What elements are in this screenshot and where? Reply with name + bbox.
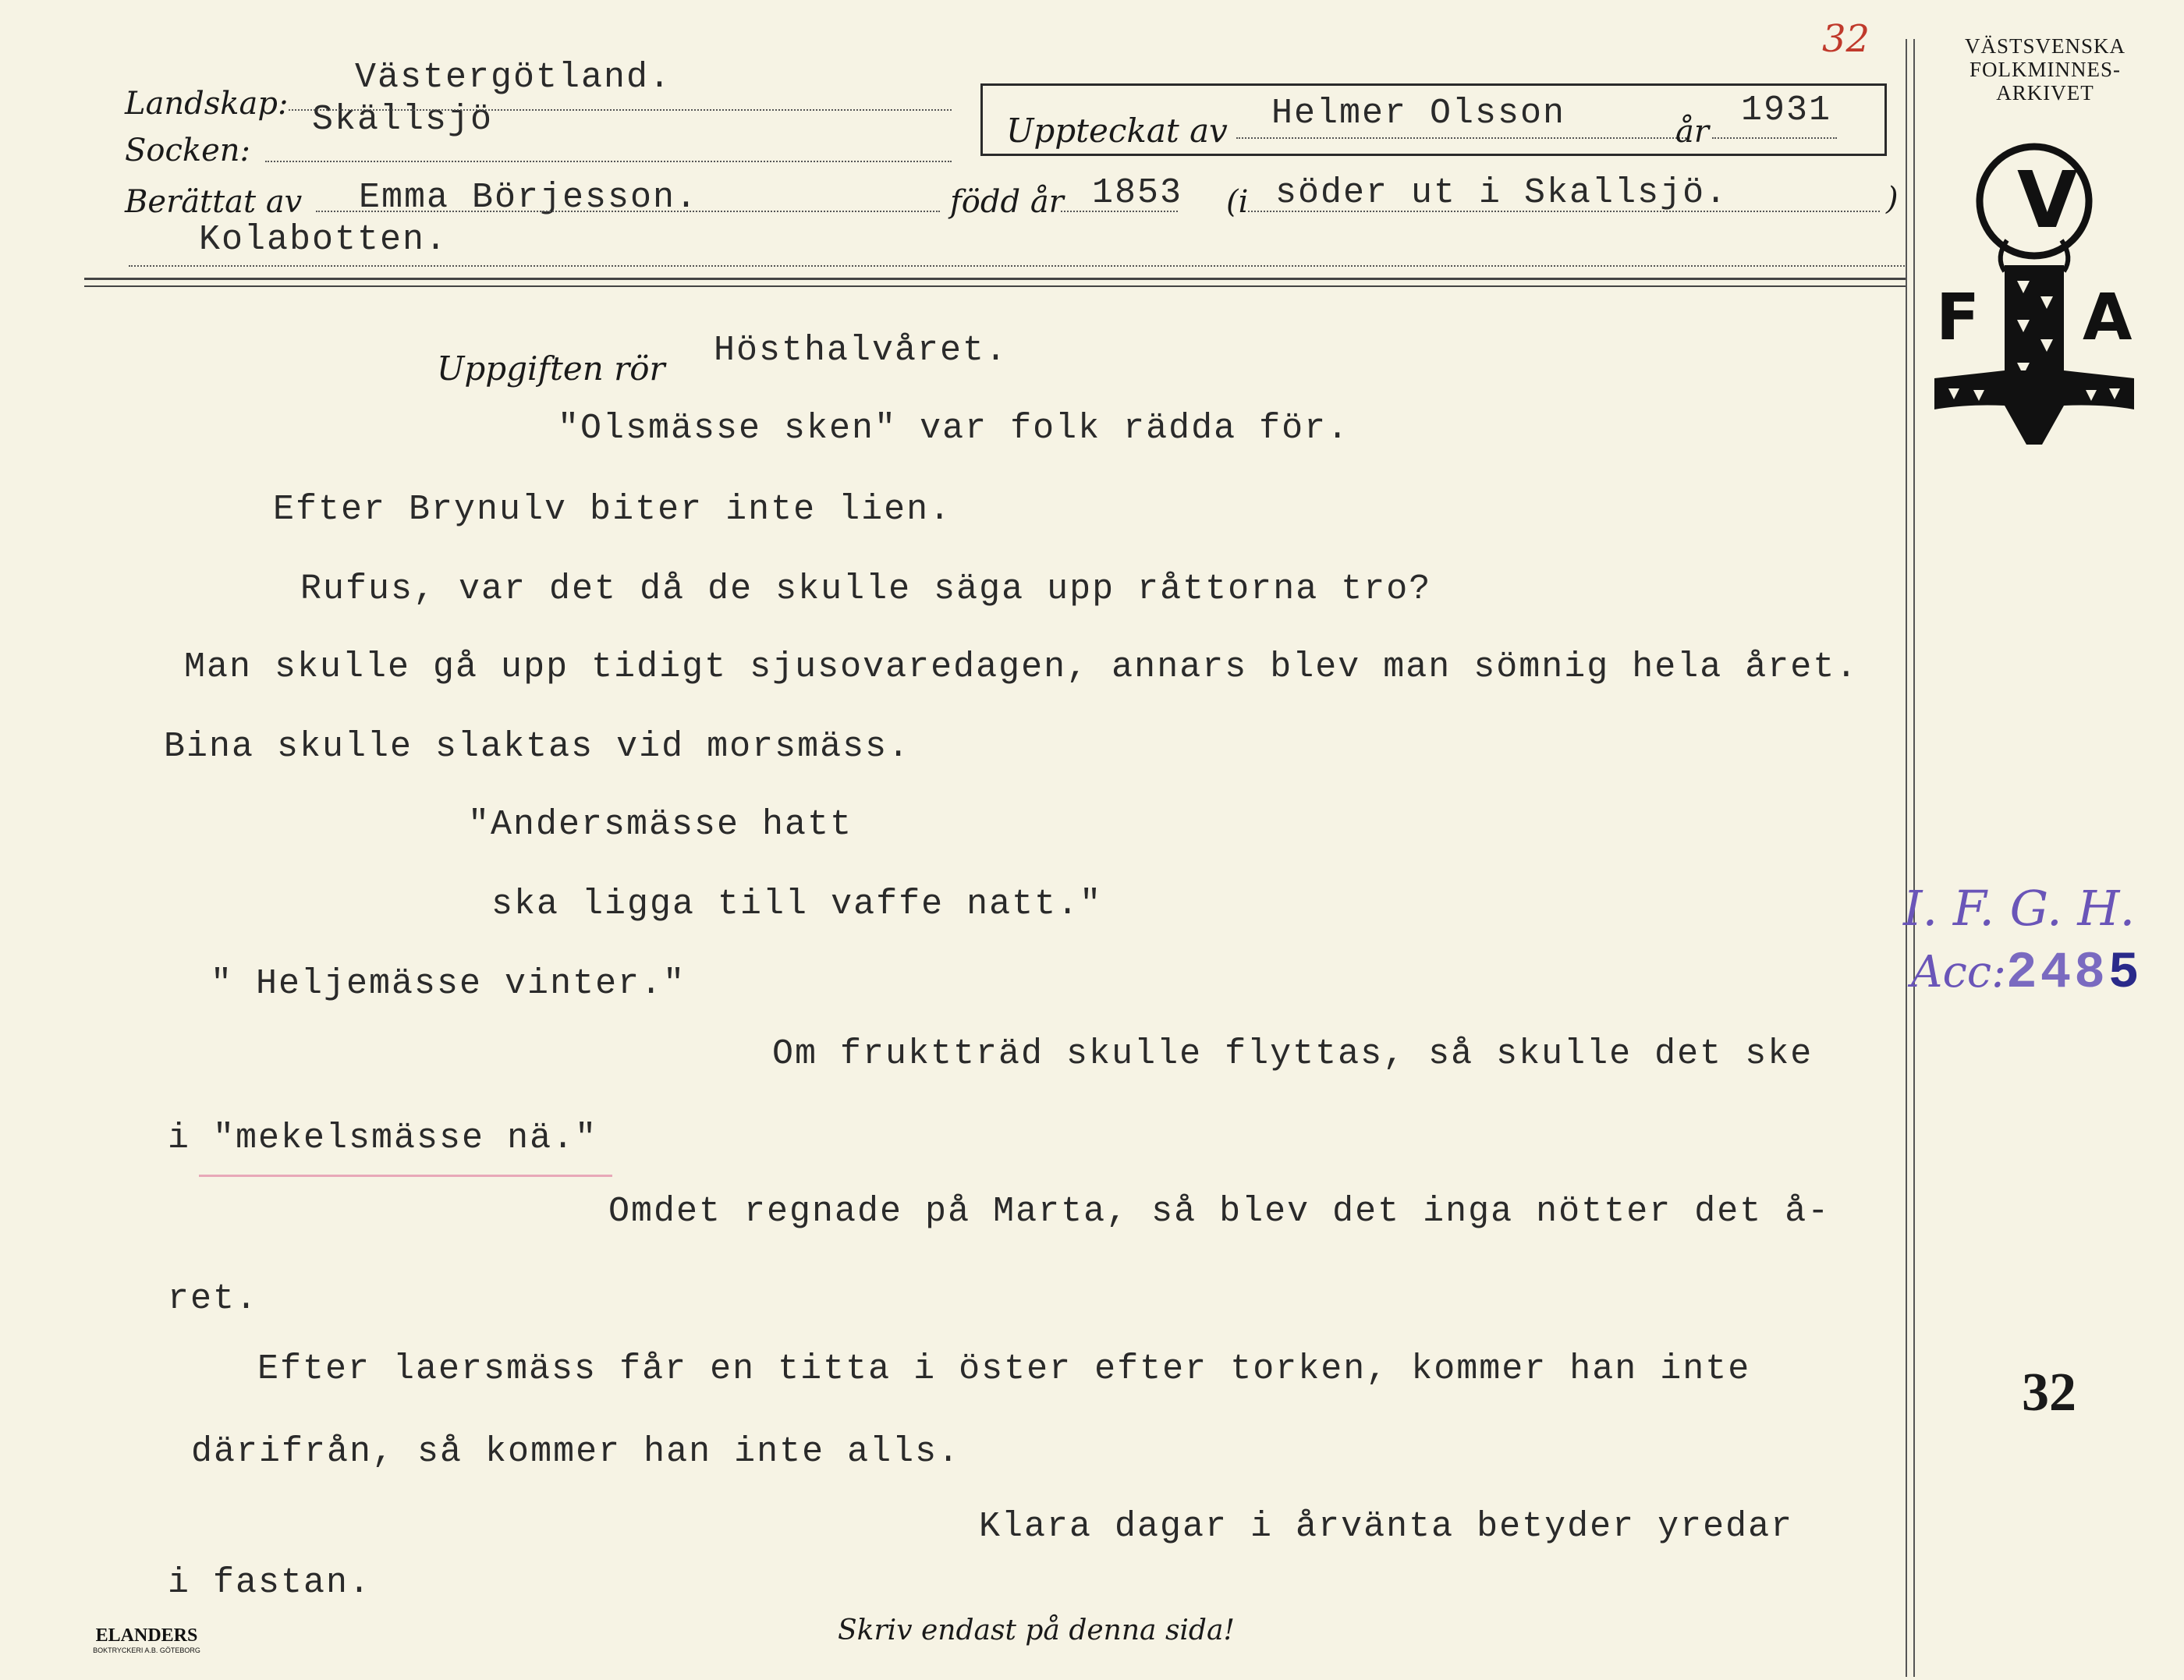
- stamp-initials: I. F. G. H.: [1903, 880, 2136, 937]
- uppteck-dotline: [1236, 137, 1689, 139]
- body-line-5: Bina skulle slaktas vid morsmäss.: [164, 727, 911, 767]
- pink-underline: [199, 1175, 612, 1177]
- fodd-dotline: [1061, 211, 1178, 212]
- stamp-acc-label: Acc:: [1911, 947, 2007, 998]
- socken-label: Socken:: [125, 133, 251, 168]
- printer-sub: BOKTRYCKERI A.B. GÖTEBORG: [93, 1646, 200, 1654]
- body-line-13: Efter laersmäss får en titta i öster efter torken, kommer han inte: [257, 1349, 1751, 1389]
- fodd-place-suffix: ): [1886, 181, 1899, 217]
- body-line-6: "Andersmässe hatt: [468, 805, 853, 845]
- vfa-logo: [1933, 140, 2136, 452]
- stamp-acc-last-digit: 5: [2108, 944, 2140, 1002]
- uppteck-label: Uppteckat av: [1006, 112, 1228, 150]
- fodd-place-value: söder ut i Skallsjö.: [1275, 173, 1728, 213]
- margin-line-1: [1906, 39, 1907, 1677]
- uppgiften-label: Uppgiften rör: [437, 349, 665, 388]
- body-line-11: Omdet regnade på Marta, så blev det inga nötter det å-: [608, 1192, 1831, 1232]
- archive-name-line-3: ARKIVET: [1996, 81, 2094, 105]
- body-line-7: ska ligga till vaffe natt.": [491, 884, 1103, 924]
- body-line-10: i "mekelsmässe nä.": [168, 1118, 598, 1158]
- side-page-number: 32: [2022, 1363, 2076, 1423]
- ar-label: år: [1675, 114, 1709, 150]
- ar-dotline: [1712, 137, 1837, 139]
- stamp-acc-number: 248: [2006, 944, 2108, 1002]
- logo-letter-a: A: [2083, 281, 2133, 355]
- body-line-4: Man skulle gå upp tidigt sjusovaredagen, annars blev man sömnig hela året.: [184, 647, 1859, 687]
- fodd-place-dotline: [1248, 211, 1880, 212]
- body-line-1: "Olsmässe sken" var folk rädda för.: [558, 409, 1350, 448]
- uppteck-value: Helmer Olsson: [1271, 94, 1566, 133]
- landskap-dotline: [289, 109, 952, 111]
- archive-name: [1920, 34, 2170, 105]
- printer-mark: [84, 1625, 209, 1654]
- printer-name: ELANDERS: [95, 1625, 198, 1646]
- landskap-label: Landskap:: [125, 86, 289, 122]
- berattat-value: Emma Börjesson.: [359, 178, 699, 218]
- socken-value: Skällsjö: [312, 100, 494, 140]
- landskap-value: Västergötland.: [355, 58, 672, 97]
- logo-letter-v: V: [2017, 154, 2078, 246]
- footer-instruction: Skriv endast på denna sida!: [838, 1614, 1235, 1646]
- row-dotline: [129, 265, 1907, 267]
- header-rule-bottom: [84, 285, 1906, 287]
- stamp-acc: [1911, 944, 2139, 1002]
- header-rule-top: [84, 278, 1906, 280]
- body-line-3: Rufus, var det då de skulle säga upp råttorna tro?: [300, 569, 1432, 609]
- uppgiften-value: Hösthalvåret.: [714, 331, 1009, 370]
- body-line-16: i fastan.: [168, 1563, 372, 1603]
- body-line-14: därifrån, så kommer han inte alls.: [191, 1432, 961, 1472]
- margin-line-2: [1913, 39, 1915, 1677]
- body-line-9: Om fruktträd skulle flyttas, så skulle det ske: [772, 1034, 1814, 1074]
- archive-name-line-1: VÄSTSVENSKA: [1964, 34, 2126, 58]
- berattat-value-2: Kolabotten.: [199, 220, 448, 260]
- fodd-place-prefix: (i: [1226, 184, 1249, 220]
- body-line-2: Efter Brynulv biter inte lien.: [273, 490, 952, 530]
- berattat-dotline: [316, 211, 940, 212]
- body-line-15: Klara dagar i årvänta betyder yredar: [979, 1507, 1794, 1547]
- body-line-12: ret.: [168, 1279, 259, 1319]
- body-line-8: " Heljemässe vinter.": [211, 964, 686, 1004]
- page-mark: 32: [1822, 17, 1870, 61]
- fodd-value: 1853: [1092, 173, 1183, 213]
- ar-value: 1931: [1741, 90, 1832, 130]
- archive-name-line-2: FOLKMINNES-: [1969, 58, 2121, 81]
- logo-letter-f: F: [1936, 281, 1980, 355]
- berattat-label: Berättat av: [125, 184, 303, 220]
- fodd-label: född år: [950, 184, 1064, 220]
- socken-dotline: [265, 161, 952, 162]
